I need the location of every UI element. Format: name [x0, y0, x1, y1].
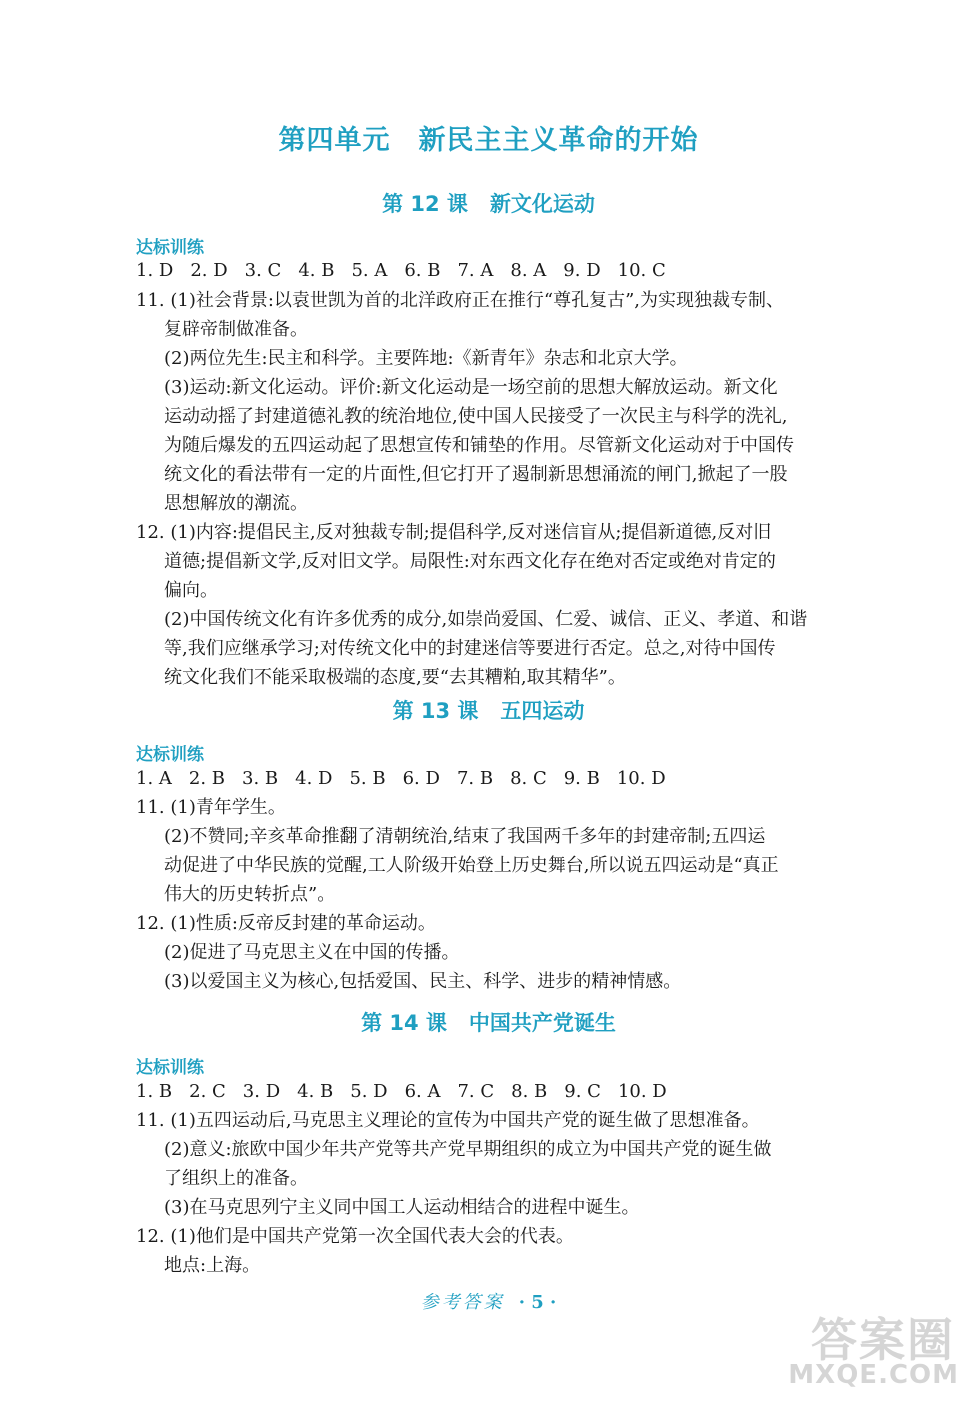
unit-label: 第四单元 [278, 125, 391, 156]
lesson-13-title [0, 695, 977, 725]
answer-line: (2)意义:旅欧中国少年共产党等共产党早期组织的成立为中国共产党的诞生做 [164, 1139, 772, 1160]
answer-line: 12. (1)性质:反帝反封建的革命运动。 [136, 913, 436, 934]
answer-line: 复辟帝制做准备。 [164, 319, 308, 340]
lesson-label: 第 14 课 [361, 1011, 447, 1035]
section-heading: 达标训练 [136, 238, 204, 258]
answer-line: 运动动摇了封建道德礼教的统治地位,使中国人民接受了一次民主与科学的洗礼, [164, 406, 788, 427]
watermark-top: 答案圈 [811, 1313, 955, 1367]
watermark-logo [789, 1304, 959, 1396]
unit-title [0, 118, 977, 157]
multiple-choice-answers: 1. B 2. C 3. D 4. B 5. D 6. A 7. C 8. B 9. C 10. D [136, 1081, 667, 1102]
answer-line: (3)以爱国主义为核心,包括爱国、民主、科学、进步的精神情感。 [164, 971, 682, 992]
lesson-14-title [0, 1007, 977, 1037]
multiple-choice-answers: 1. D 2. D 3. C 4. B 5. A 6. B 7. A 8. A 9. D 10. C [136, 260, 666, 281]
answer-line: (3)运动:新文化运动。评价:新文化运动是一场空前的思想大解放运动。新文化 [164, 377, 778, 398]
answer-line: 动促进了中华民族的觉醒,工人阶级开始登上历史舞台,所以说五四运动是“真正 [164, 855, 779, 876]
answer-line: (2)两位先生:民主和科学。主要阵地:《新青年》杂志和北京大学。 [164, 348, 688, 369]
answer-line: 12. (1)内容:提倡民主,反对独裁专制;提倡科学,反对迷信盲从;提倡新道德,反对旧 [136, 522, 772, 543]
section-heading: 达标训练 [136, 1058, 204, 1078]
lesson-label: 第 12 课 [382, 192, 468, 216]
answer-line: 11. (1)社会背景:以袁世凯为首的北洋政府正在推行“尊孔复古”,为实现独裁专制、 [136, 290, 785, 311]
answer-line: 11. (1)青年学生。 [136, 797, 286, 818]
lesson-name: 五四运动 [500, 699, 585, 723]
answer-line: 伟大的历史转折点”。 [164, 884, 336, 905]
page-number: · 5 · [518, 1292, 557, 1313]
multiple-choice-answers: 1. A 2. B 3. B 4. D 5. B 6. D 7. B 8. C 9. B 10. D [136, 768, 666, 789]
answer-line: 统文化的看法带有一定的片面性,但它打开了遏制新思想涌流的闸门,掀起了一股 [164, 464, 788, 485]
footer-label: 参考答案 [420, 1292, 505, 1313]
answer-line: (2)中国传统文化有许多优秀的成分,如崇尚爱国、仁爱、诚信、正义、孝道、和谐 [164, 609, 808, 630]
lesson-label: 第 13 课 [392, 699, 479, 723]
unit-name: 新民主主义革命的开始 [418, 125, 699, 156]
answer-line: (2)不赞同;辛亥革命推翻了清朝统治,结束了我国两千多年的封建帝制;五四运 [164, 826, 766, 847]
section-heading: 达标训练 [136, 745, 204, 765]
lesson-name: 新文化运动 [489, 192, 595, 216]
answer-line: 了组织上的准备。 [164, 1168, 308, 1189]
lesson-12-title [0, 188, 977, 218]
answer-line: (2)促进了马克思主义在中国的传播。 [164, 942, 460, 963]
answer-line: 思想解放的潮流。 [164, 493, 308, 514]
answer-line: 12. (1)他们是中国共产党第一次全国代表大会的代表。 [136, 1226, 574, 1247]
answer-line: 为随后爆发的五四运动起了思想宣传和铺垫的作用。尽管新文化运动对于中国传 [164, 435, 794, 456]
answer-line: (3)在马克思列宁主义同中国工人运动相结合的进程中诞生。 [164, 1197, 640, 1218]
answer-line: 道德;提倡新文学,反对旧文学。局限性:对东西文化存在绝对否定或绝对肯定的 [164, 551, 776, 572]
lesson-name: 中国共产党诞生 [468, 1011, 616, 1035]
watermark-bottom: MXQE.COM [788, 1360, 959, 1390]
answer-line: 地点:上海。 [164, 1255, 261, 1276]
answer-line: 偏向。 [164, 580, 218, 601]
answer-line: 统文化我们不能采取极端的态度,要“去其糟粕,取其精华”。 [164, 667, 626, 688]
answer-line: 11. (1)五四运动后,马克思主义理论的宣传为中国共产党的诞生做了思想准备。 [136, 1110, 760, 1131]
answer-line: 等,我们应继承学习;对传统文化中的封建迷信等要进行否定。总之,对待中国传 [164, 638, 776, 659]
